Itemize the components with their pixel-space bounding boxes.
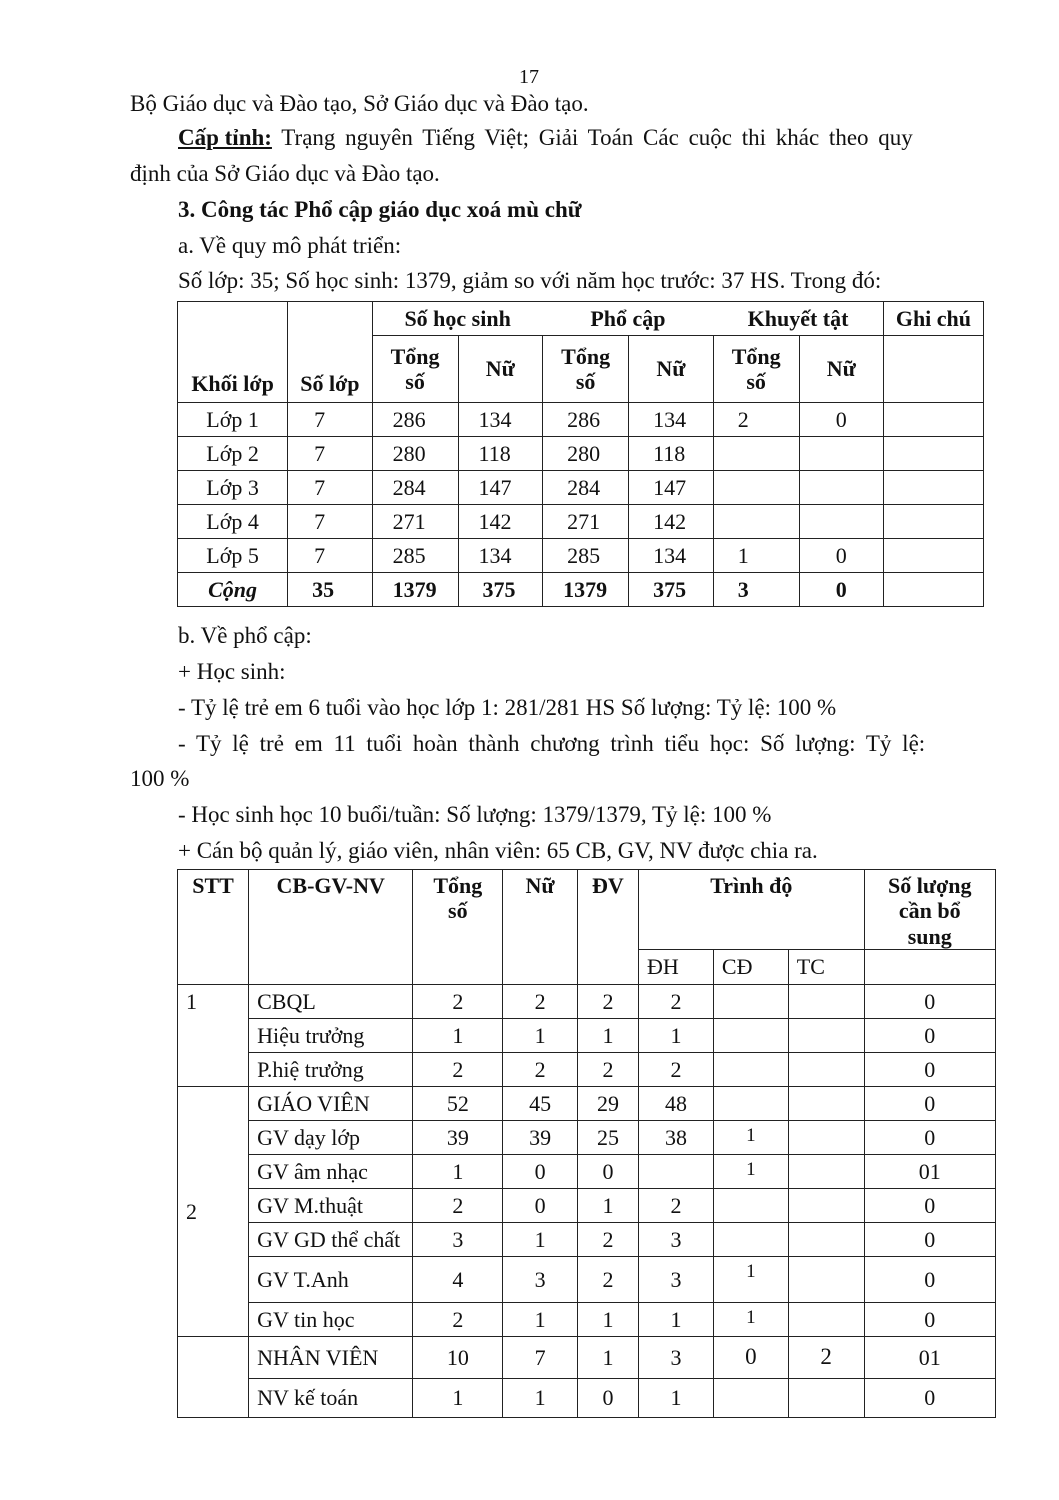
cell-needed: 0 (864, 1018, 995, 1052)
paragraph-ministry: Bộ Giáo dục và Đào tạo, Sở Giáo dục và Đào tạo. (130, 91, 589, 116)
cell-dh: 3 (638, 1336, 713, 1378)
total-students: 1379 (372, 573, 458, 607)
cell-note (883, 505, 983, 539)
header-party: ĐV (577, 870, 638, 950)
cell-party: 0 (577, 1378, 638, 1417)
cell-total: 1 (413, 1018, 503, 1052)
cell-dh: 2 (638, 1052, 713, 1086)
cell-total: 2 (413, 1302, 503, 1336)
staff-table-body (178, 984, 996, 1417)
cell-cd: 1 (713, 1154, 788, 1188)
cell-total: 1 (413, 1154, 503, 1188)
section-heading-3: 3. Công tác Phổ cập giáo dục xoá mù chữ (178, 197, 582, 222)
cell-total: 2 (413, 984, 503, 1018)
cell-universal-total: 271 (543, 505, 629, 539)
cell-disabled-female: 0 (799, 539, 883, 573)
cell-female: 1 (503, 1222, 578, 1256)
cell-cd: 0 (713, 1336, 788, 1378)
cell-classes: 7 (288, 403, 372, 437)
staff-table (177, 869, 996, 1418)
cell-female: 3 (503, 1256, 578, 1302)
cell-students-total: 280 (372, 437, 458, 471)
cell-dh: 1 (638, 1018, 713, 1052)
cell-party: 1 (577, 1336, 638, 1378)
cell-needed: 0 (864, 1256, 995, 1302)
cell-grade: Lớp 1 (178, 403, 288, 437)
cell-role: GIÁO VIÊN (249, 1086, 413, 1120)
table-row (178, 1154, 996, 1188)
cell-students-total: 286 (372, 403, 458, 437)
header-total: Tổng số (413, 870, 503, 950)
cell-students-total: 285 (372, 539, 458, 573)
header-total-cont (413, 949, 503, 984)
cell-needed: 01 (864, 1154, 995, 1188)
cell-grade: Lớp 3 (178, 471, 288, 505)
cell-female: 1 (503, 1378, 578, 1417)
cell-dh: 3 (638, 1256, 713, 1302)
cell-role: P.hiệ trưởng (249, 1052, 413, 1086)
province-label: Cấp tỉnh: (178, 125, 272, 150)
cell-tc (788, 1154, 864, 1188)
cell-dh: 3 (638, 1222, 713, 1256)
cell-party: 2 (577, 984, 638, 1018)
cell-female: 7 (503, 1336, 578, 1378)
cell-dh: 1 (638, 1302, 713, 1336)
total-classes: 35 (288, 573, 372, 607)
header-disabled-total: Tổng số (713, 336, 799, 403)
header-students: Số học sinh (372, 302, 543, 336)
cell-classes: 7 (288, 437, 372, 471)
cell-dh: 38 (638, 1120, 713, 1154)
table-row (178, 1188, 996, 1222)
cell-universal-female: 142 (629, 505, 714, 539)
header-students-female: Nữ (458, 336, 543, 403)
cell-tc (788, 1018, 864, 1052)
cell-stt: 2 (178, 1086, 249, 1336)
cell-students-female: 134 (458, 403, 543, 437)
table-row (178, 437, 984, 471)
cell-female: 2 (503, 1052, 578, 1086)
cell-disabled-female (799, 471, 883, 505)
cell-classes: 7 (288, 539, 372, 573)
header-classes: Số lớp (288, 302, 372, 403)
subheading-b: b. Về phổ cập: (178, 623, 312, 648)
rate-age-6: - Tỷ lệ trẻ em 6 tuổi vào học lớp 1: 281/281 HS Số lượng: Tỷ lệ: 100 % (178, 695, 837, 720)
cell-needed: 0 (864, 1378, 995, 1417)
cell-party: 1 (577, 1188, 638, 1222)
header-disabled: Khuyết tật (713, 302, 883, 336)
table-row (178, 1256, 996, 1302)
cell-universal-total: 286 (543, 403, 629, 437)
students-heading: + Học sinh: (178, 659, 286, 684)
rate-age-11-cont: 100 % (130, 766, 190, 791)
cell-party: 29 (577, 1086, 638, 1120)
cell-disabled-total (713, 505, 799, 539)
page-number: 17 (519, 66, 539, 88)
cell-students-female: 118 (458, 437, 543, 471)
cell-tc (788, 1378, 864, 1417)
cell-stt (178, 1336, 249, 1417)
total-students-female: 375 (458, 573, 543, 607)
table-row (178, 1378, 996, 1417)
cell-cd (713, 984, 788, 1018)
cell-dh: 2 (638, 984, 713, 1018)
total-grade: Cộng (178, 573, 288, 607)
table-row (178, 1018, 996, 1052)
cell-cd (713, 1378, 788, 1417)
cell-disabled-total (713, 437, 799, 471)
students-table-body (178, 403, 984, 573)
cell-students-female: 147 (458, 471, 543, 505)
cell-tc (788, 1222, 864, 1256)
cell-role: GV dạy lớp (249, 1120, 413, 1154)
cell-total: 10 (413, 1336, 503, 1378)
header-role-cont (249, 949, 413, 984)
cell-party: 1 (577, 1302, 638, 1336)
cell-disabled-total (713, 471, 799, 505)
table-row (178, 984, 996, 1018)
cell-tc (788, 984, 864, 1018)
cell-note (883, 471, 983, 505)
sessions-line: - Học sinh học 10 buổi/tuần: Số lượng: 1379/1379, Tỷ lệ: 100 % (178, 802, 772, 827)
cell-role: GV tin học (249, 1302, 413, 1336)
header-grade: Khối lớp (178, 302, 288, 403)
cell-tc (788, 1256, 864, 1302)
cell-needed: 0 (864, 1188, 995, 1222)
summary-line: Số lớp: 35; Số học sinh: 1379, giảm so với năm học trước: 37 HS. Trong đó: (178, 268, 882, 293)
cell-total: 3 (413, 1222, 503, 1256)
header-needed: Số lượng cần bổ sung (864, 870, 995, 950)
cell-party: 2 (577, 1256, 638, 1302)
cell-grade: Lớp 2 (178, 437, 288, 471)
staff-line: + Cán bộ quản lý, giáo viên, nhân viên: 65 CB, GV, NV được chia ra. (178, 838, 818, 863)
header-students-total: Tổng số (372, 336, 458, 403)
table-row (178, 1052, 996, 1086)
table-row (178, 1120, 996, 1154)
province-text: Trạng nguyên Tiếng Việt; Giải Toán Các cuộc thi khác theo quy (271, 125, 913, 150)
cell-party: 25 (577, 1120, 638, 1154)
header-notes-empty (883, 336, 983, 403)
header-stt: STT (178, 870, 249, 950)
cell-female: 1 (503, 1302, 578, 1336)
cell-party: 2 (577, 1222, 638, 1256)
cell-needed: 0 (864, 1302, 995, 1336)
header-role: CB-GV-NV (249, 870, 413, 950)
cell-stt: 1 (178, 984, 249, 1086)
table-row (178, 1222, 996, 1256)
students-table (177, 301, 984, 607)
header-level: Trình độ (638, 870, 864, 950)
cell-dh: 2 (638, 1188, 713, 1222)
cell-dh (638, 1154, 713, 1188)
table-row (178, 471, 984, 505)
cell-universal-total: 285 (543, 539, 629, 573)
cell-tc (788, 1120, 864, 1154)
cell-role: GV âm nhạc (249, 1154, 413, 1188)
cell-role: NHÂN VIÊN (249, 1336, 413, 1378)
cell-universal-female: 118 (629, 437, 714, 471)
cell-universal-total: 280 (543, 437, 629, 471)
cell-cd (713, 1188, 788, 1222)
cell-classes: 7 (288, 505, 372, 539)
subheading-a: a. Về quy mô phát triển: (178, 233, 402, 258)
cell-cd (713, 1018, 788, 1052)
paragraph-province (178, 124, 913, 152)
header-tc: TC (788, 949, 864, 984)
cell-role: GV GD thể chất (249, 1222, 413, 1256)
cell-needed: 0 (864, 984, 995, 1018)
cell-cd: 1 (713, 1120, 788, 1154)
cell-dh: 1 (638, 1378, 713, 1417)
table-row (178, 1336, 996, 1378)
cell-cd (713, 1222, 788, 1256)
table-row (178, 403, 984, 437)
cell-tc (788, 1086, 864, 1120)
cell-role: GV M.thuật (249, 1188, 413, 1222)
total-universal-female: 375 (629, 573, 714, 607)
cell-needed: 0 (864, 1120, 995, 1154)
cell-disabled-female (799, 505, 883, 539)
cell-universal-total: 284 (543, 471, 629, 505)
cell-female: 39 (503, 1120, 578, 1154)
cell-needed: 01 (864, 1336, 995, 1378)
cell-role: CBQL (249, 984, 413, 1018)
total-disabled-female: 0 (799, 573, 883, 607)
cell-cd (713, 1086, 788, 1120)
cell-female: 0 (503, 1188, 578, 1222)
cell-cd (713, 1052, 788, 1086)
cell-total: 2 (413, 1188, 503, 1222)
cell-party: 0 (577, 1154, 638, 1188)
cell-total: 39 (413, 1120, 503, 1154)
cell-cd: 1 (713, 1302, 788, 1336)
total-disabled: 3 (713, 573, 799, 607)
cell-female: 0 (503, 1154, 578, 1188)
cell-dh: 48 (638, 1086, 713, 1120)
cell-disabled-female (799, 437, 883, 471)
cell-tc: 2 (788, 1336, 864, 1378)
table-row (178, 539, 984, 573)
cell-needed: 0 (864, 1222, 995, 1256)
cell-role: Hiệu trưởng (249, 1018, 413, 1052)
header-party-cont (577, 949, 638, 984)
cell-role: GV T.Anh (249, 1256, 413, 1302)
cell-party: 2 (577, 1052, 638, 1086)
cell-universal-female: 134 (629, 403, 714, 437)
cell-disabled-female: 0 (799, 403, 883, 437)
paragraph-province-cont: định của Sở Giáo dục và Đào tạo. (130, 161, 440, 186)
cell-cd: 1 (713, 1256, 788, 1302)
header-universal-female: Nữ (629, 336, 714, 403)
header-disabled-female: Nữ (799, 336, 883, 403)
cell-total: 4 (413, 1256, 503, 1302)
cell-party: 1 (577, 1018, 638, 1052)
cell-universal-female: 134 (629, 539, 714, 573)
header-universal-total: Tổng số (543, 336, 629, 403)
cell-note (883, 539, 983, 573)
total-note (883, 573, 983, 607)
cell-students-total: 271 (372, 505, 458, 539)
table-row (178, 505, 984, 539)
cell-disabled-total: 2 (713, 403, 799, 437)
table-row (178, 1086, 996, 1120)
cell-grade: Lớp 5 (178, 539, 288, 573)
header-universal: Phổ cập (543, 302, 714, 336)
rate-age-11: - Tỷ lệ trẻ em 11 tuổi hoàn thành chương trình tiểu học: Số lượng: Tỷ lệ: (178, 731, 926, 756)
cell-role: NV kế toán (249, 1378, 413, 1417)
cell-students-total: 284 (372, 471, 458, 505)
table-row (178, 1302, 996, 1336)
header-needed-empty (864, 949, 995, 984)
header-female: Nữ (503, 870, 578, 950)
cell-students-female: 134 (458, 539, 543, 573)
cell-students-female: 142 (458, 505, 543, 539)
cell-note (883, 403, 983, 437)
cell-total: 2 (413, 1052, 503, 1086)
cell-universal-female: 147 (629, 471, 714, 505)
cell-female: 45 (503, 1086, 578, 1120)
header-female-cont (503, 949, 578, 984)
cell-tc (788, 1188, 864, 1222)
cell-disabled-total: 1 (713, 539, 799, 573)
total-universal: 1379 (543, 573, 629, 607)
cell-needed: 0 (864, 1052, 995, 1086)
cell-tc (788, 1052, 864, 1086)
cell-grade: Lớp 4 (178, 505, 288, 539)
header-stt-cont (178, 949, 249, 984)
header-dh: ĐH (638, 949, 713, 984)
cell-female: 1 (503, 1018, 578, 1052)
cell-total: 1 (413, 1378, 503, 1417)
cell-note (883, 437, 983, 471)
cell-classes: 7 (288, 471, 372, 505)
cell-female: 2 (503, 984, 578, 1018)
cell-needed: 0 (864, 1086, 995, 1120)
header-notes: Ghi chú (883, 302, 983, 336)
header-cd: CĐ (713, 949, 788, 984)
cell-total: 52 (413, 1086, 503, 1120)
cell-tc (788, 1302, 864, 1336)
